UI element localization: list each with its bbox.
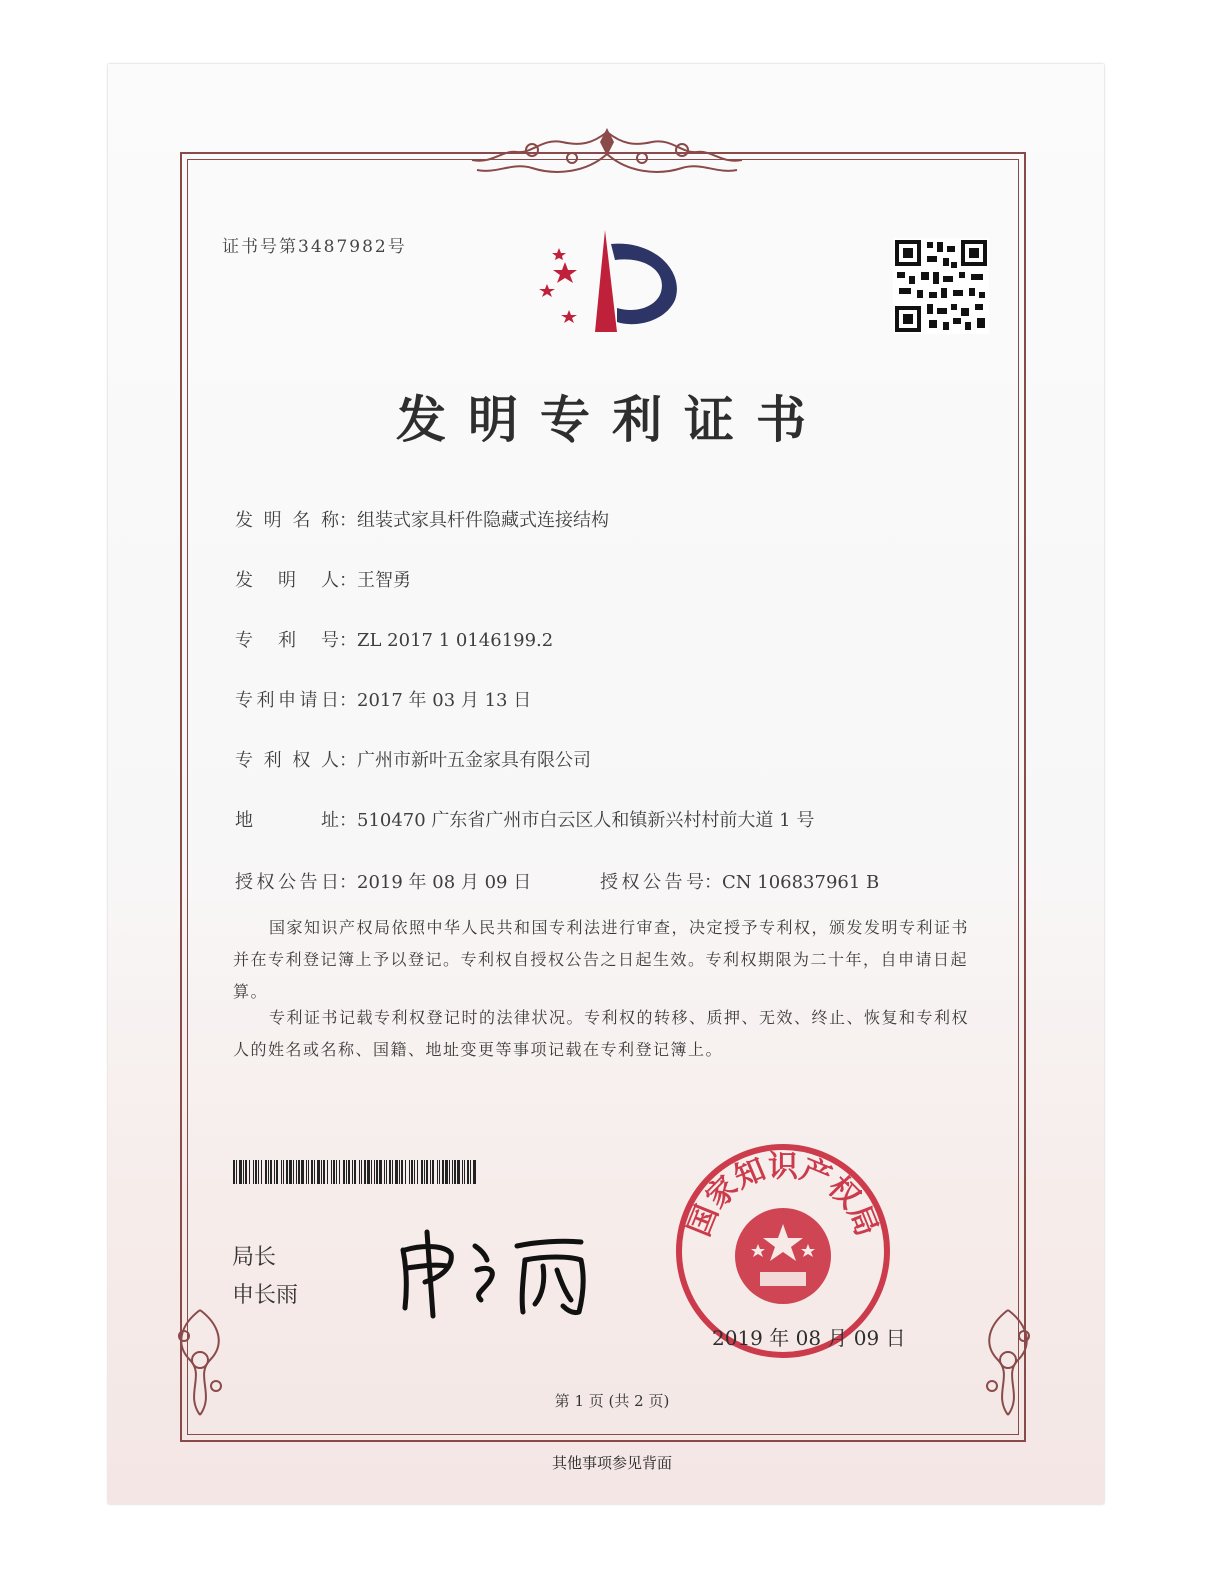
field-value: CN 106837961 B	[722, 872, 880, 893]
field-label: 专 利 权 人	[235, 750, 339, 771]
field-value: ZL 2017 1 0146199.2	[357, 630, 554, 651]
certificate-number: 证书号第3487982号	[222, 237, 407, 257]
field-value: 2017 年 03 月 13 日	[357, 690, 532, 711]
paragraph-legal-status: 专利证书记载专利权登记时的法律状况。专利权的转移、质押、无效、终止、恢复和专利权人的姓名或名称、国籍、地址变更等事项记载在专利登记簿上。	[233, 1008, 970, 1059]
field-label: 授 权 公 告 日	[235, 872, 339, 893]
field-label: 发 明 人	[235, 570, 339, 591]
signer-title: 局长	[232, 1245, 277, 1270]
field-invention-name: 发 明 名 称 ：组装式家具杆件隐藏式连接结构	[235, 506, 609, 532]
page-indicator: 第 1 页 (共 2 页)	[554, 1392, 670, 1410]
qr-code-icon	[893, 238, 989, 334]
field-value: 王智勇	[357, 570, 411, 591]
top-ornament	[462, 124, 752, 186]
field-value: 广州市新叶五金家具有限公司	[357, 750, 591, 771]
field-value: 组装式家具杆件隐藏式连接结构	[357, 510, 609, 531]
field-value: 510470 广东省广州市白云区人和镇新兴村村前大道 1 号	[357, 810, 815, 831]
paragraph-decision: 国家知识产权局依照中华人民共和国专利法进行审查，决定授予专利权，颁发发明专利证书并在专利登记簿上予以登记。专利权自授权公告之日起生效。专利权期限为二十年，自申请日起算。	[233, 918, 970, 1001]
seal-text: 国家知识产权局	[681, 1149, 885, 1242]
field-patentee: 专 利 权 人 ：广州市新叶五金家具有限公司	[235, 746, 591, 772]
field-label: 授 权 公 告 号	[600, 872, 704, 893]
field-label: 地 址	[235, 810, 339, 831]
field-patent-number: 专 利 号 ：ZL 2017 1 0146199.2	[235, 626, 553, 652]
field-label: 专 利 号	[235, 630, 339, 651]
footnote: 其他事项参见背面	[551, 1454, 672, 1472]
field-address: 地 址 ：510470 广东省广州市白云区人和镇新兴村村前大道 1 号	[235, 806, 814, 832]
certificate-title: 发明专利证书	[396, 390, 828, 449]
field-application-date: 专 利 申 请 日 ：2017 年 03 月 13 日	[235, 686, 531, 712]
field-value: 2019 年 08 月 09 日	[357, 872, 532, 893]
signer-name: 申长雨	[232, 1283, 299, 1308]
cnipa-logo-icon	[525, 222, 685, 342]
field-grant-date: 授 权 公 告 日 ：2019 年 08 月 09 日	[235, 868, 531, 894]
handwritten-signature	[385, 1220, 605, 1320]
barcode-icon	[233, 1160, 479, 1184]
field-label: 专 利 申 请 日	[235, 690, 339, 711]
seal-date: 2019 年 08 月 09 日	[712, 1326, 906, 1350]
field-grant-number: 授 权 公 告 号 ：CN 106837961 B	[600, 868, 879, 894]
field-label: 发 明 名 称	[235, 510, 339, 531]
field-inventor: 发 明 人 ：王智勇	[235, 566, 411, 592]
